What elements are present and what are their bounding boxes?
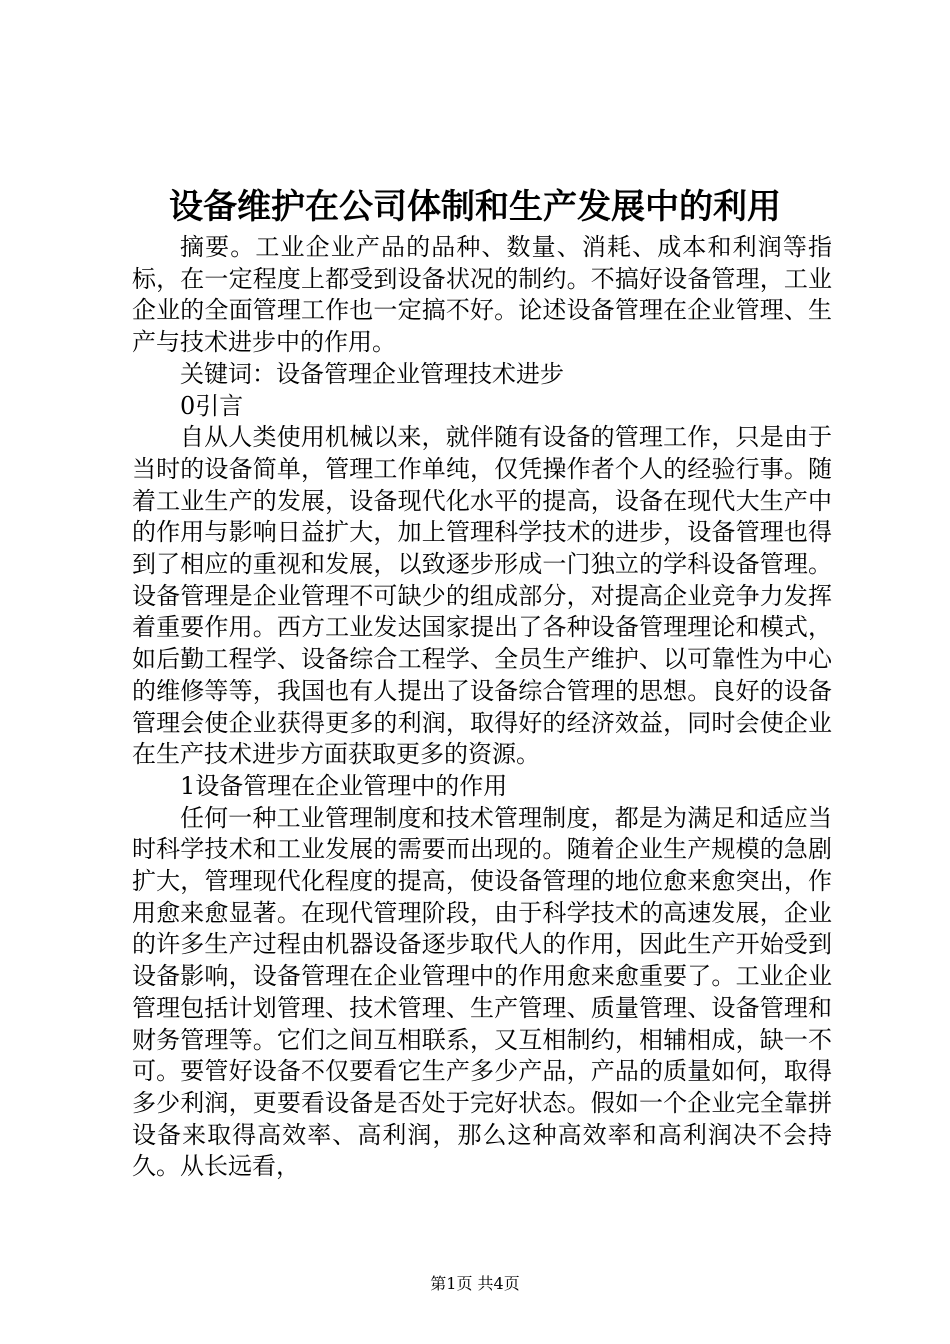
body-paragraph: 自从人类使用机械以来，就伴随有设备的管理工作，只是由于当时的设备简单，管理工作单纯，仅凭操作者个人的经验行事。随着工业生产的发展，设备现代化水平的提高，设备在现代大生产中的作用与影响日益扩大，加上管理科学技术的进步，设备管理也得到了相应的重视和发展，以致逐步形成一门独立的学科设备管理。设备管理是企业管理不可缺少的组成部分，对提高企业竞争力发挥着重要作用。西方工业发达国家提出了各种设备管理理论和模式，如后勤工程学、设备综合工程学、全员生产维护、以可靠性为中心的维修等等，我国也有人提出了设备综合管理的思想。良好的设备管理会使企业获得更多的利润，取得好的经济效益，同时会使企业在生产技术进步方面获取更多的资源。 — [132, 423, 832, 769]
body-paragraph: 任何一种工业管理制度和技术管理制度，都是为满足和适应当时科学技术和工业发展的需要而出现的。随着企业生产规模的急剧扩大，管理现代化程度的提高，使设备管理的地位愈来愈突出，作用愈来愈显著。在现代管理阶段，由于科学技术的高速发展，企业的许多生产过程由机器设备逐步取代人的作用，因此生产开始受到设备影响，设备管理在企业管理中的作用愈来愈重要了。工业企业管理包括计划管理、技术管理、生产管理、质量管理、设备管理和财务管理等。它们之间互相联系，又互相制约，相辅相成，缺一不可。要管好设备不仅要看它生产多少产品，产品的质量如何，取得多少利润，更要看设备是否处于完好状态。假如一个企业完全靠拼设备来取得高效率、高利润，那么这种高效率和高利润决不会持久。从长远看， — [132, 803, 832, 1181]
section-heading-1: 1设备管理在企业管理中的作用 — [180, 771, 508, 800]
abstract-paragraph: 摘要。工业企业产品的品种、数量、消耗、成本和利润等指标，在一定程度上都受到设备状况的制约。不搞好设备管理，工业企业的全面管理工作也一定搞不好。论述设备管理在企业管理、生产与技术进步中的作用。 — [132, 233, 832, 357]
keywords-line: 关键词：设备管理企业管理技术进步 — [180, 359, 564, 388]
page-number-footer: 第1页 共4页 — [430, 1274, 520, 1293]
section-heading-introduction: 0引言 — [180, 391, 244, 420]
document-body — [132, 232, 832, 1183]
document-title: 设备维护在公司体制和生产发展中的利用 — [169, 187, 781, 227]
